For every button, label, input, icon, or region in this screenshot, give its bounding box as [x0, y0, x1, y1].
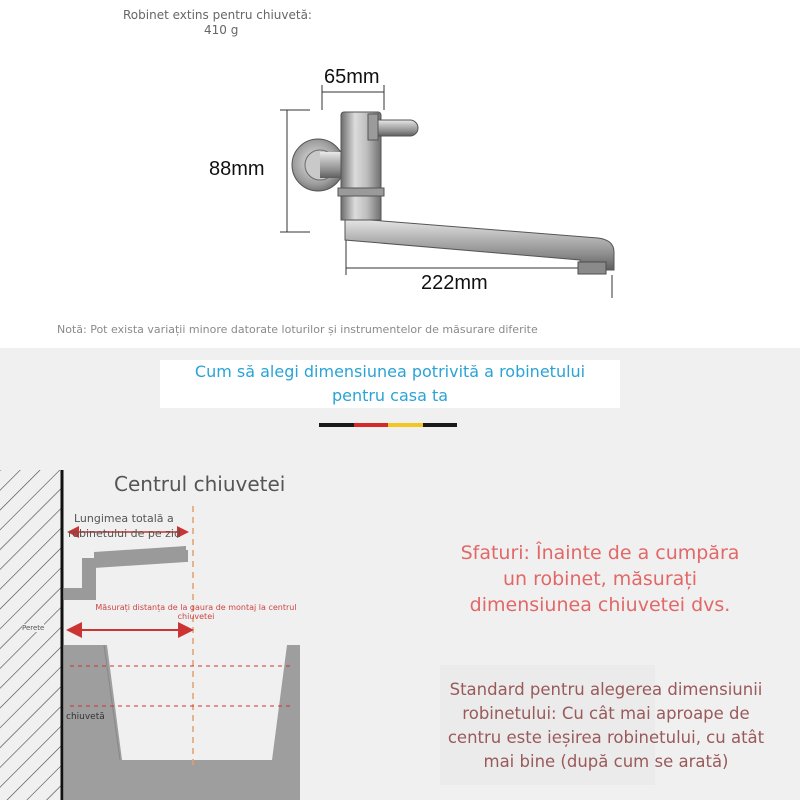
weight-value: 410 g — [204, 23, 239, 37]
standard-line1: Standard pentru alegerea dimensiunii — [449, 680, 763, 699]
sink-diagram — [0, 470, 430, 800]
weight-title: Robinet extins pentru chiuvetă: — [123, 8, 312, 22]
sink-basin — [64, 645, 300, 800]
tip-text — [440, 540, 760, 618]
section-title-line1: Cum să alegi dimensiunea potrivită a robinetului — [194, 362, 586, 381]
product-dimension-panel — [0, 0, 800, 348]
measure-label-line1: Măsurați distanța de la gaura de montaj la centrul — [95, 603, 297, 612]
stripe-segment — [423, 423, 458, 427]
measure-label — [66, 603, 326, 621]
height-dimension-label: 88mm — [209, 158, 265, 180]
standard-text — [441, 678, 771, 774]
tip-line3: dimensiunea chiuvetei dvs. — [469, 594, 731, 616]
diagram-title: Centrul chiuvetei — [114, 472, 286, 496]
tip-line1: Sfaturi: Înainte de a cumpăra — [460, 542, 740, 564]
wall-hatching — [0, 470, 62, 800]
section-title — [160, 360, 620, 408]
faucet-image — [292, 112, 614, 274]
stripe-segment — [354, 423, 389, 427]
sink-label: chiuvetă — [66, 712, 105, 722]
flag-stripe — [319, 423, 457, 427]
total-length-label-line1: Lungimea totală a — [74, 512, 174, 525]
standard-line3: centru este ieșirea robinetului, cu atât — [447, 728, 765, 747]
length-dimension-label: 222mm — [421, 272, 488, 294]
measure-label-line2: chiuvetei — [177, 612, 215, 621]
tip-line2: un robinet, măsurați — [502, 568, 698, 590]
standard-line2: robinetului: Cu cât mai aproape de — [462, 704, 750, 723]
wall-label: Perete — [22, 624, 45, 632]
measurement-note: Notă: Pot exista variații minore datorate loturilor și instrumentelor de măsurare diferite — [57, 323, 538, 336]
stripe-segment — [388, 423, 423, 427]
stripe-segment — [319, 423, 354, 427]
faucet-silhouette — [64, 546, 188, 600]
width-dimension-label: 65mm — [324, 66, 380, 88]
standard-line4: mai bine (după cum se arată) — [483, 752, 729, 771]
total-length-label-line2: robinetului de pe zid — [68, 527, 181, 540]
faucet-dimension-drawing — [0, 0, 800, 348]
section-title-line2: pentru casa ta — [331, 386, 449, 405]
